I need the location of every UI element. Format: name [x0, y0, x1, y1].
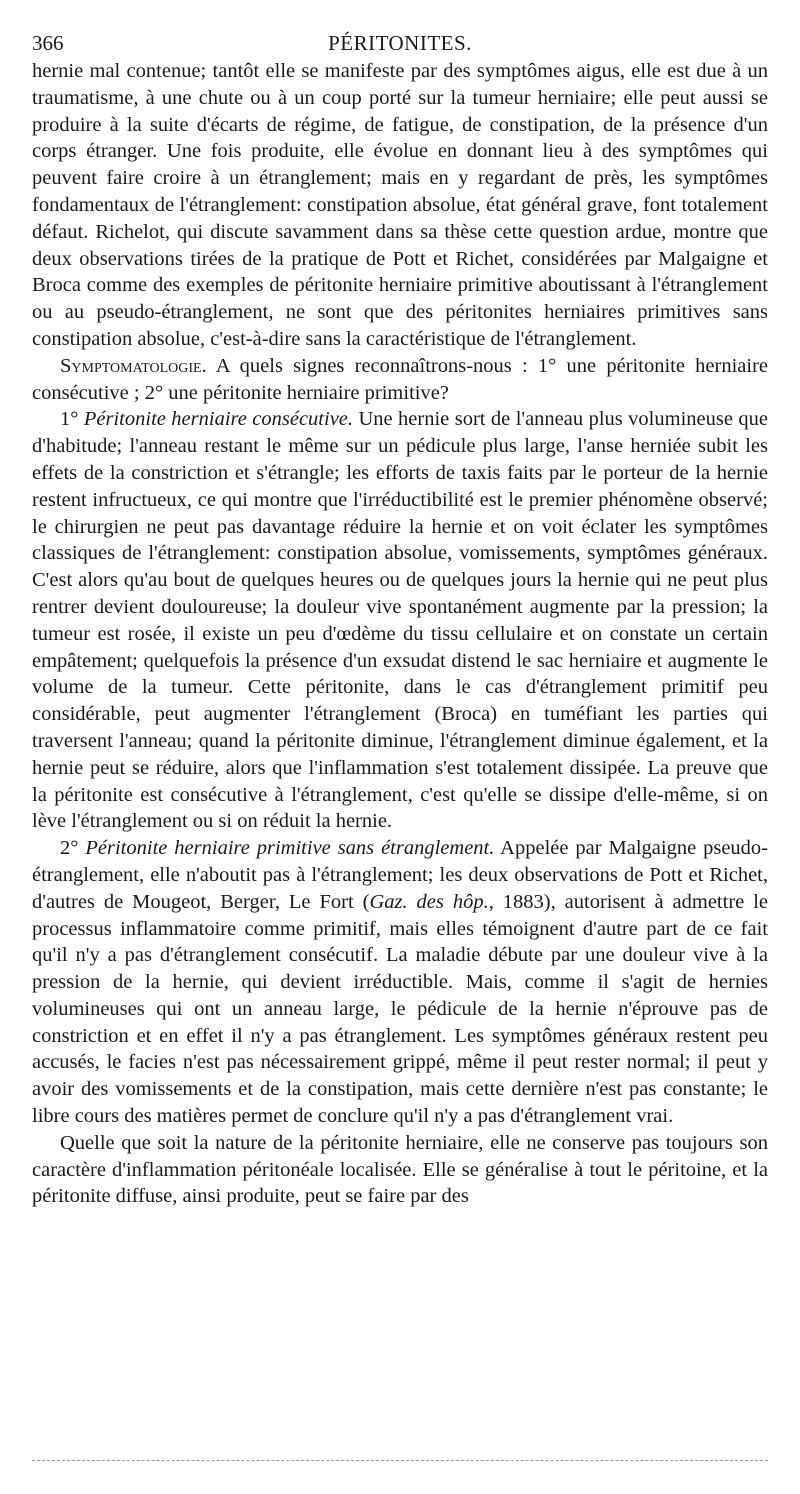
book-page — [32, 30, 768, 1210]
paragraph-symptomatologie — [32, 353, 768, 407]
paragraph-continuation: hernie mal contenue; tantôt elle se manifeste par des symptômes aigus, elle est due à un traumatisme, à une chute ou à un coup porté sur la tumeur herniaire; elle peut aussi se produire à la suite d'écarts de régime, de fatigue, de constipation, de la présence d'un corps étranger. Une fois produite, elle évolue en donnant lieu à des symptômes qui peuvent faire croire à un étranglement; mais en y regardant de près, les symptômes fondamentaux de l'étranglement: constipation absolue, état général grave, font totalement défaut. Richelot, qui discute savamment dans sa thèse cette question ardue, montre que deux observations tirées de la pratique de Pott et Richet, considérées par Malgaigne et Broca comme des exemples de péritonite herniaire primitive aboutissant à l'étranglement ou au pseudo-étranglement, ne sont que des péritonites herniaires primitives sans constipation absolue, c'est-à-dire sans la caractéristique de l'étranglement. — [32, 60, 768, 350]
paragraph-peritonite-consecutive — [32, 406, 768, 835]
paragraph-text: Une hernie sort de l'anneau plus volumineuse que d'habitude; l'anneau restant le même sur un pédicule plus large, l'anse herniée subit les effets de la constriction et s'étrangle; les efforts de taxis faits par le porteur de la hernie restent infructueux, ce qui montre que l'irréductibilité est le premier phénomène observé; le chirurgien ne peut pas davantage réduire la hernie et on voit éclater les symptômes classiques de l'étranglement: constipation absolue, vomissements, symptômes généraux. C'est alors qu'au bout de quelques heures ou de quelques jours la hernie qui ne peut plus rentrer devient douloureuse; la douleur vive spontanément augmente par la pression; la tumeur est rosée, il existe un peu d'œdème du tissu cellulaire et on constate un certain empâtement; quelquefois la présence d'un exsudat distend le sac herniaire et augmente le volume de la tumeur. Cette péritonite, dans le cas d'étranglement primitif peu considérable, peut augmenter l'étranglement (Broca) en tuméfiant les parties qui traversent l'anneau; quand la péritonite diminue, l'étranglement diminue également, et la hernie peut se réduire, alors que l'inflammation s'est totalement dissipée. La preuve que la péritonite est consécutive à l'étranglement, c'est qu'elle se dissipe d'elle-même, si on lève l'étranglement ou si on réduit la hernie. — [32, 408, 768, 833]
item-number: 1° — [60, 408, 84, 431]
paragraph-peritonite-primitive — [32, 835, 768, 1130]
citation-journal: Gaz. des hôp. — [369, 890, 489, 913]
subheading-peritonite-consecutive: Péritonite herniaire consécutive. — [83, 408, 354, 431]
running-title: PÉRITONITES. — [328, 31, 472, 55]
section-heading-symptomatologie: Symptomatologie. — [60, 354, 207, 377]
paragraph-text: , 1883), autorisent à admettre le processus inflammatoire comme primitif, mais elles témoignent d'autre part de ce fait qu'il n'y a pas d'étranglement consécutif. La maladie débute par une douleur vive à la pression de la hernie, qui devient irréductible. Mais, comme il s'agit de hernies volumineuses qui ont un anneau large, le pédicule de la hernie n'éprouve pas de constriction et en effet il n'y a pas étranglement. Les symptômes généraux restent peu accusés, le facies n'est pas nécessairement grippé, même il peut rester normal; il peut y avoir des vomissements et de la constipation, mais cette dernière n'est pas constante; le libre cours des matières permet de conclure qu'il n'y a pas d'étranglement vrai. — [32, 890, 768, 1128]
paragraph-text: A quels signes reconnaîtrons-nous : 1° une péritonite herniaire consécutive ; 2° une péritonite herniaire primitive? — [32, 354, 768, 404]
item-number: 2° — [60, 837, 86, 860]
subheading-peritonite-primitive: Péritonite herniaire primitive sans étranglement. — [85, 837, 495, 860]
page-number: 366 — [32, 31, 64, 55]
running-header — [32, 30, 768, 56]
paragraph-text: Appelée par Malgaigne pseudo-étranglement, elle n'aboutit pas à l'étranglement; les deux observations de Pott et Richet, d'autres de Mougeot, Berger, Le Fort ( — [32, 837, 768, 913]
footer-divider — [32, 1460, 768, 1461]
paragraph-conclusion: Quelle que soit la nature de la péritonite herniaire, elle ne conserve pas toujours son caractère d'inflammation péritonéale localisée. Elle se généralise à tout le péritoine, et la péritonite diffuse, ainsi produite, peut se faire par des — [32, 1131, 768, 1208]
